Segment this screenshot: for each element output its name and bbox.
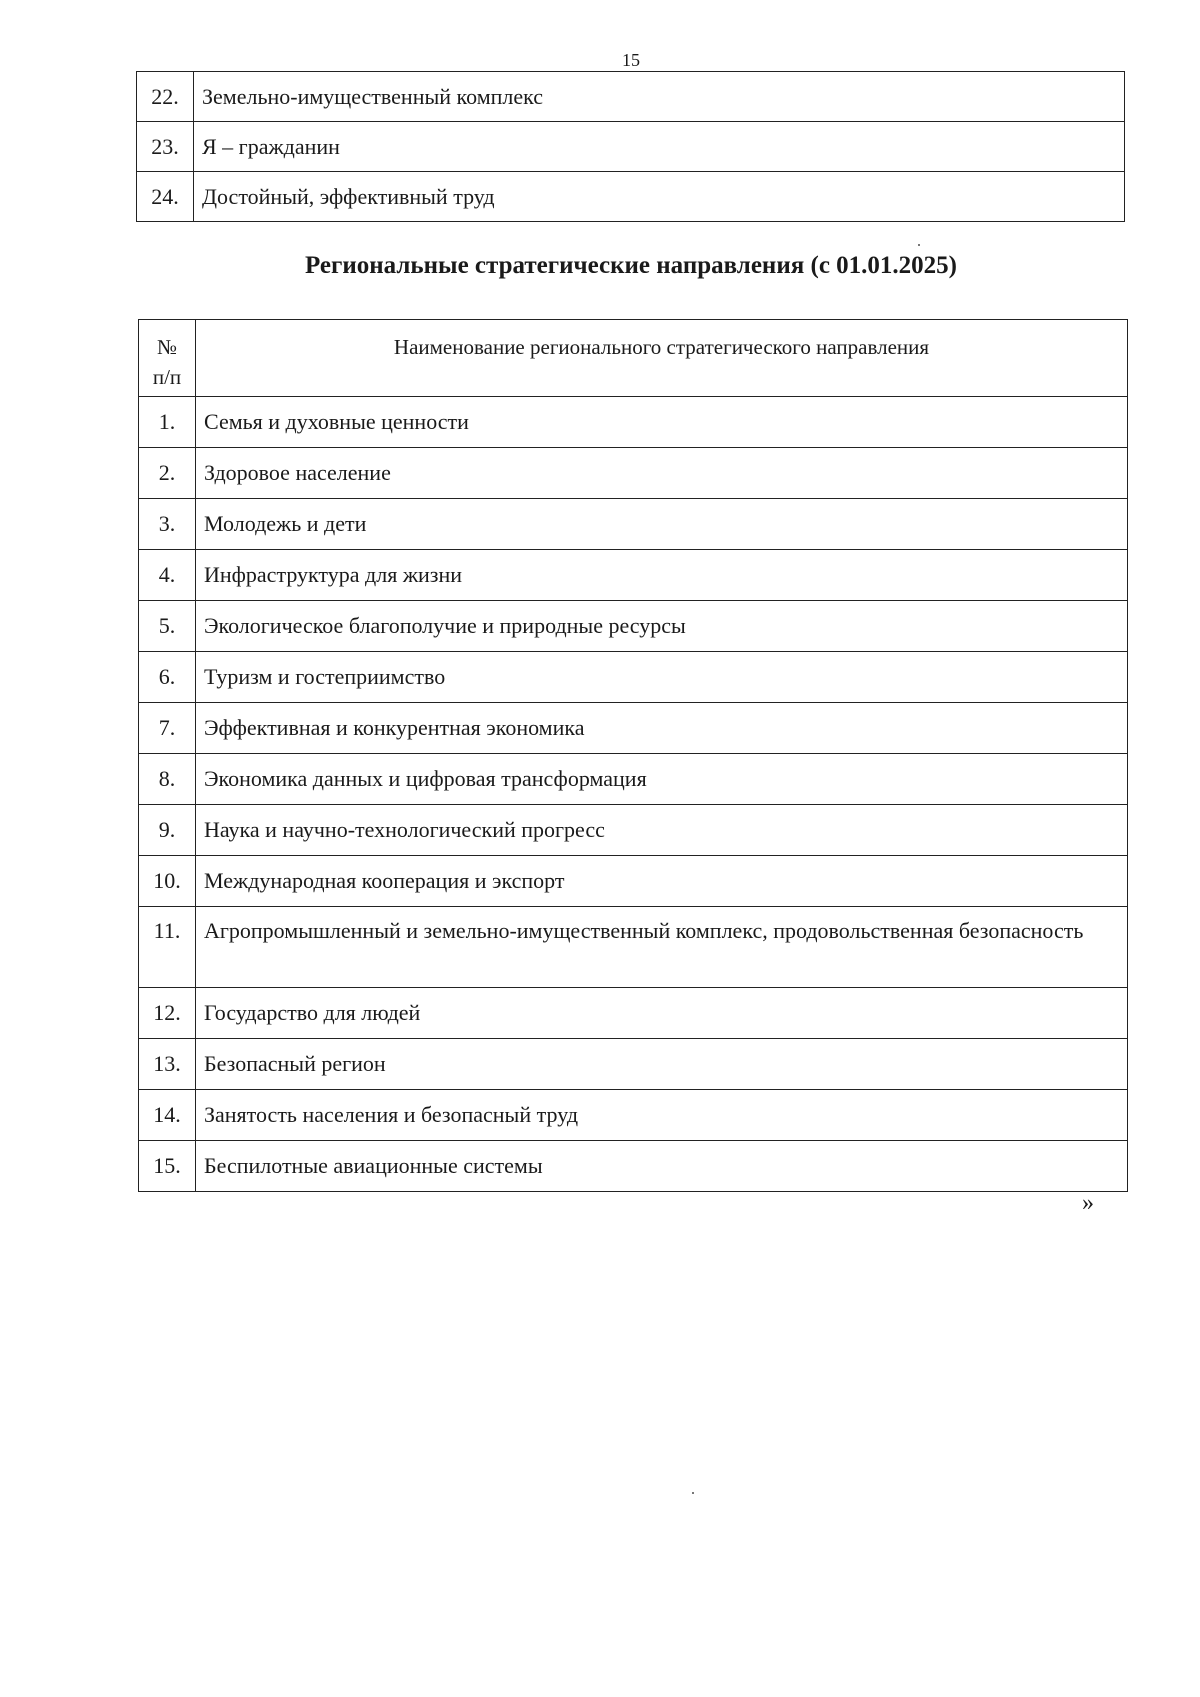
row-number: 13. — [139, 1039, 196, 1090]
row-number: 14. — [139, 1090, 196, 1141]
row-number: 11. — [139, 907, 196, 988]
table-row — [139, 550, 1128, 601]
row-name: Я – гражданин — [194, 122, 1125, 172]
continued-directions-table — [136, 71, 1125, 222]
row-number: 4. — [139, 550, 196, 601]
row-name: Международная кооперация и экспорт — [196, 856, 1128, 907]
row-name: Беспилотные авиационные системы — [196, 1141, 1128, 1192]
row-name: Государство для людей — [196, 988, 1128, 1039]
row-number: 15. — [139, 1141, 196, 1192]
row-name: Экологическое благополучие и природные ресурсы — [196, 601, 1128, 652]
table-row — [139, 754, 1128, 805]
table-row — [139, 1039, 1128, 1090]
table-header-row — [139, 320, 1128, 397]
table-row — [139, 601, 1128, 652]
page-number: 15 — [622, 50, 640, 70]
table-row — [139, 652, 1128, 703]
row-name: Достойный, эффективный труд — [194, 172, 1125, 222]
scan-speck — [918, 244, 920, 246]
row-number: 1. — [139, 397, 196, 448]
regional-directions-table — [138, 319, 1128, 1192]
row-name: Здоровое население — [196, 448, 1128, 499]
table-row — [139, 856, 1128, 907]
row-name: Земельно-имущественный комплекс — [194, 72, 1125, 122]
row-name: Семья и духовные ценности — [196, 397, 1128, 448]
row-name: Экономика данных и цифровая трансформация — [196, 754, 1128, 805]
header-number-cell: № п/п — [139, 320, 196, 397]
row-name: Инфраструктура для жизни — [196, 550, 1128, 601]
row-number: 23. — [137, 122, 194, 172]
table-row — [139, 499, 1128, 550]
table-row — [139, 907, 1128, 988]
row-number: 9. — [139, 805, 196, 856]
row-number: 6. — [139, 652, 196, 703]
row-name: Занятость населения и безопасный труд — [196, 1090, 1128, 1141]
row-number: 7. — [139, 703, 196, 754]
row-number: 2. — [139, 448, 196, 499]
row-number: 24. — [137, 172, 194, 222]
row-number: 3. — [139, 499, 196, 550]
scan-speck — [692, 1492, 694, 1494]
table-row — [139, 1141, 1128, 1192]
row-name: Молодежь и дети — [196, 499, 1128, 550]
table-row — [137, 172, 1125, 222]
row-name: Туризм и гостеприимство — [196, 652, 1128, 703]
table-row — [139, 988, 1128, 1039]
row-number: 8. — [139, 754, 196, 805]
closing-quote: » — [1082, 1190, 1094, 1216]
row-number: 12. — [139, 988, 196, 1039]
row-number: 10. — [139, 856, 196, 907]
table-row — [139, 397, 1128, 448]
row-name: Безопасный регион — [196, 1039, 1128, 1090]
row-number: 5. — [139, 601, 196, 652]
row-name: Эффективная и конкурентная экономика — [196, 703, 1128, 754]
row-name: Наука и научно-технологический прогресс — [196, 805, 1128, 856]
row-name: Агропромышленный и земельно-имущественный комплекс, продовольственная безопасность — [196, 907, 1128, 988]
table-row — [137, 72, 1125, 122]
section-heading: Региональные стратегические направления (с 01.01.2025) — [304, 252, 957, 279]
table-row — [137, 122, 1125, 172]
table-row — [139, 448, 1128, 499]
table-row — [139, 703, 1128, 754]
row-number: 22. — [137, 72, 194, 122]
table-row — [139, 805, 1128, 856]
table-row — [139, 1090, 1128, 1141]
header-name-cell: Наименование регионального стратегического направления — [196, 320, 1128, 397]
